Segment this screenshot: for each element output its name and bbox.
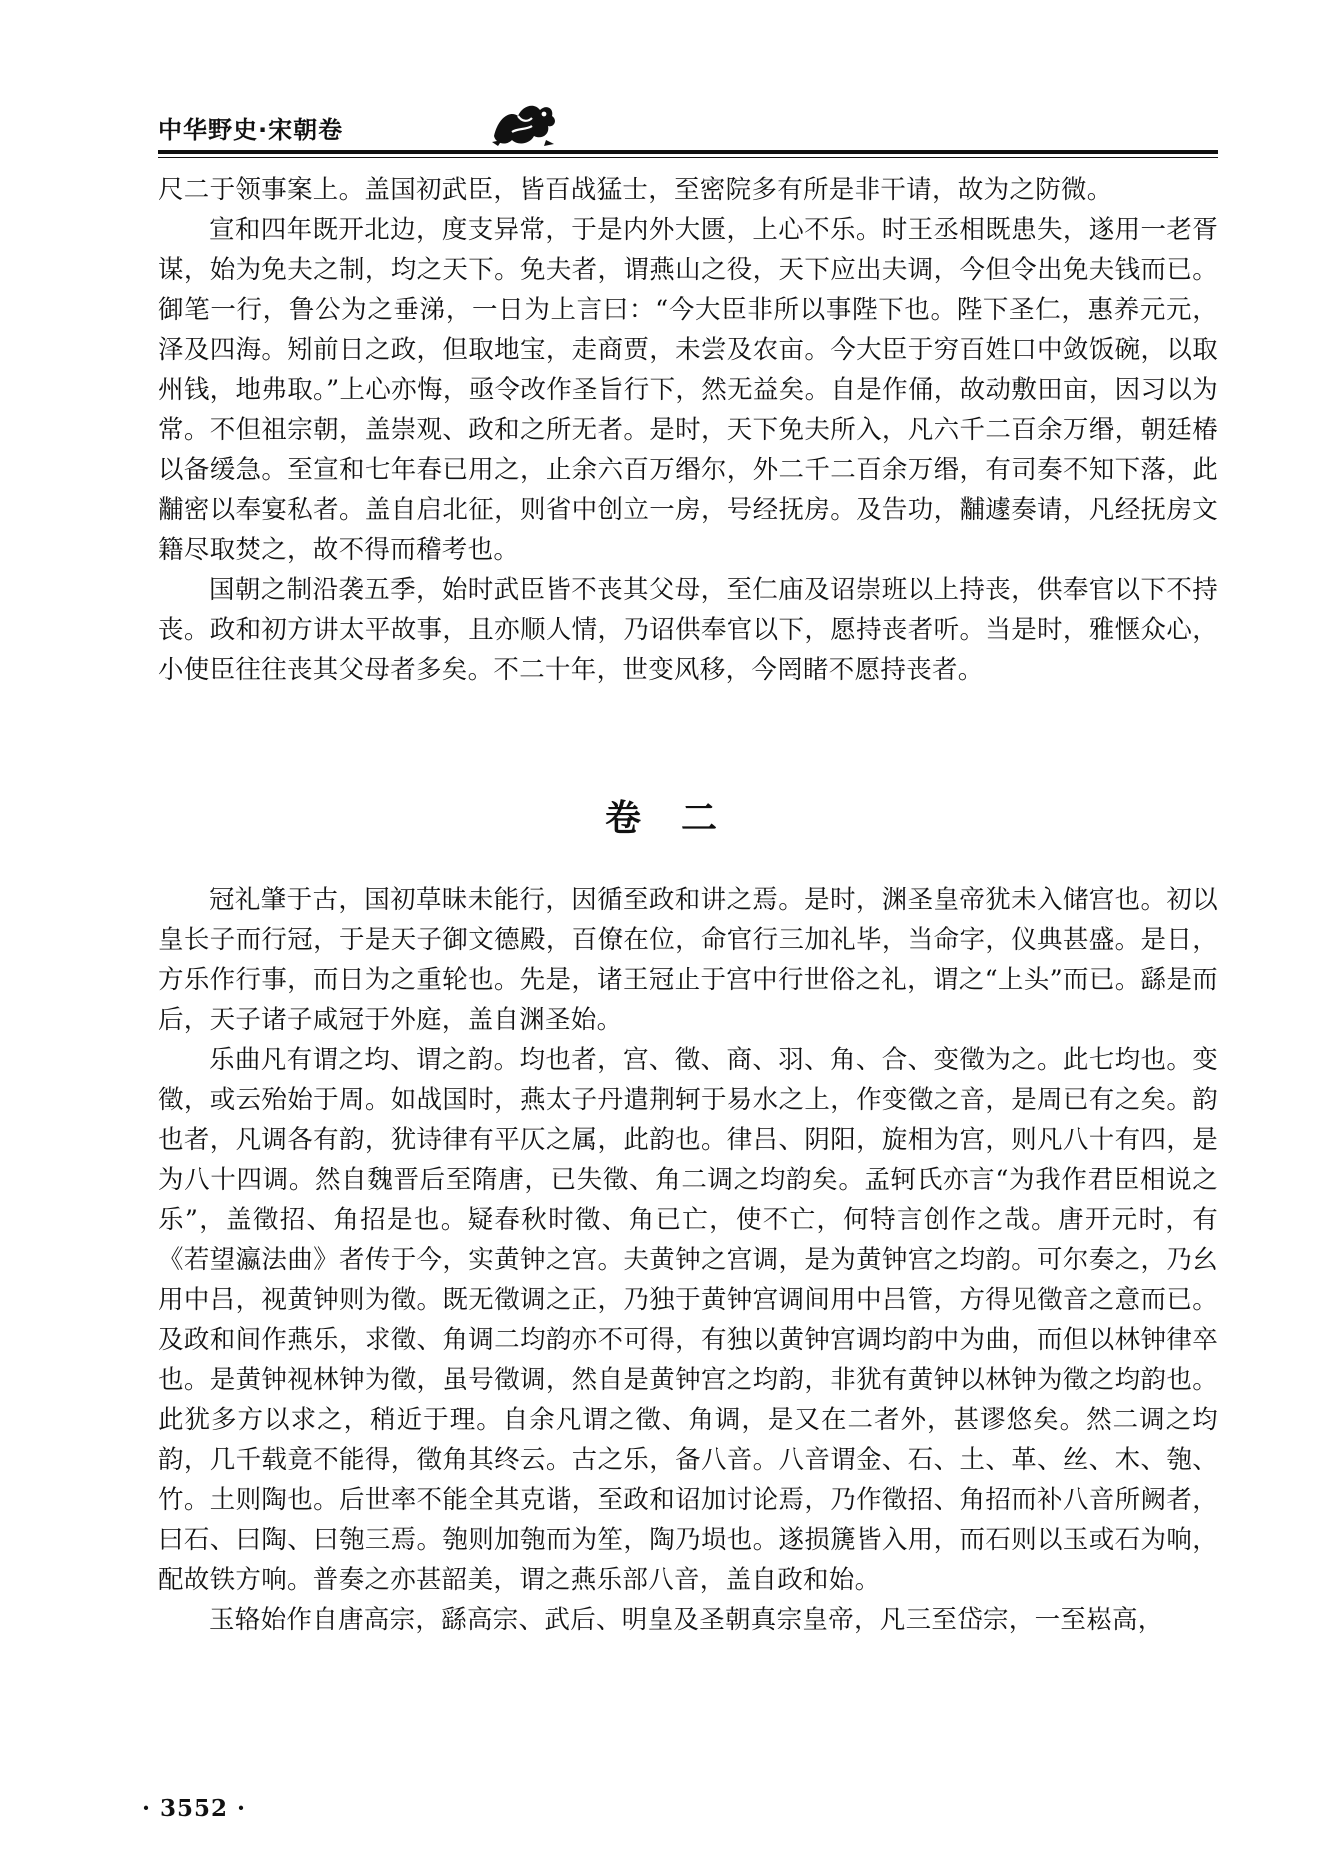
paragraph: 尺二于领事案上。盖国初武臣，皆百战猛士，至密院多有所是非干请，故为之防微。 <box>158 175 1113 205</box>
header-title: 中华野史·宋朝卷 <box>158 116 344 144</box>
body-text-section-1 <box>158 170 1218 690</box>
paragraph: 冠礼肇于古，国初草昧未能行，因循至政和讲之焉。是时，渊圣皇帝犹未入储宫也。初以皇长子而行冠，于是天子御文德殿，百僚在位，命官行三加礼毕，当命字，仪典甚盛。是日，方乐作行事，而日为之重轮也。先是，诸王冠止于宫中行世俗之礼，谓之“上头”而已。繇是而后，天子诸子咸冠于外庭，盖自渊圣始。 <box>158 885 1218 1035</box>
running-header <box>158 96 1218 154</box>
body-text-section-2 <box>158 880 1218 1640</box>
paragraph: 宣和四年既开北边，度支异常，于是内外大匮，上心不乐。时王丞相既患失，遂用一老胥谋，始为免夫之制，均之天下。免夫者，谓燕山之役，天下应出夫调，今但令出免夫钱而已。御笔一行，鲁公为之垂涕，一日为上言曰：“今大臣非所以事陛下也。陛下圣仁，惠养元元，泽及四海。矧前日之政，但取地宝，走商贾，未尝及农亩。今大臣于穷百姓口中敛饭碗，以取州钱，地弗取。”上心亦悔，亟令改作圣旨行下，然无益矣。自是作俑，故动敷田亩，因习以为常。不但祖宗朝，盖崇观、政和之所无者。是时，天下免夫所入，凡六千二百余万缗，朝廷椿以备缓急。至宣和七年春已用之，止余六百万缗尔，外二千二百余万缗，有司奏不知下落，此黼密以奉宴私者。盖自启北征，则省中创立一房，号经抚房。及告功，黼遽奏请，凡经抚房文籍尽取焚之，故不得而稽考也。 <box>158 215 1218 565</box>
header-rule-thin <box>158 157 1218 158</box>
paragraph: 玉辂始作自唐高宗，繇高宗、武后、明皇及圣朝真宗皇帝，凡三至岱宗，一至崧高， <box>209 1605 1164 1635</box>
page-number: · 3552 · <box>142 1795 247 1822</box>
paragraph: 国朝之制沿袭五季，始时武臣皆不丧其父母，至仁庙及诏崇班以上持丧，供奉官以下不持丧。政和初方讲太平故事，且亦顺人情，乃诏供奉官以下，愿持丧者听。当是时，雅惬众心，小使臣往往丧其父母者多矣。不二十年，世变风移，今罔睹不愿持丧者。 <box>158 575 1218 685</box>
paragraph: 乐曲凡有谓之均、谓之韵。均也者，宫、徵、商、羽、角、合、变徵为之。此七均也。变徵，或云殆始于周。如战国时，燕太子丹遣荆轲于易水之上，作变徵之音，是周已有之矣。韵也者，凡调各有韵，犹诗律有平仄之属，此韵也。律吕、阴阳，旋相为宫，则凡八十有四，是为八十四调。然自魏晋后至隋唐，已失徵、角二调之均韵矣。孟轲氏亦言“为我作君臣相说之乐”，盖徵招、角招是也。疑春秋时徵、角已亡，使不亡，何特言创作之哉。唐开元时，有《若望瀛法曲》者传于今，实黄钟之宫。夫黄钟之宫调，是为黄钟宫之均韵。可尔奏之，乃幺用中吕，视黄钟则为徵。既无徵调之正，乃独于黄钟宫调间用中吕管，方得见徵音之意而已。及政和间作燕乐，求徵、角调二均韵亦不可得，有独以黄钟宫调均韵中为曲，而但以林钟律卒也。是黄钟视林钟为徵，虽号徵调，然自是黄钟宫之均韵，非犹有黄钟以林钟为徵之均韵也。此犹多方以求之，稍近于理。自余凡谓之徵、角调，是又在二者外，甚谬悠矣。然二调之均韵，几千载竟不能得，徵角其终云。古之乐，备八音。八音谓金、石、土、革、丝、木、匏、竹。土则陶也。后世率不能全其克谐，至政和诏加讨论焉，乃作徵招、角招而补八音所阙者，曰石、曰陶、曰匏三焉。匏则加匏而为笙，陶乃埙也。遂损篪皆入用，而石则以玉或石为响，配故铁方响。普奏之亦甚韶美，谓之燕乐部八音，盖自政和始。 <box>158 1045 1218 1595</box>
header-rule <box>158 150 1218 154</box>
section-title: 卷二 <box>604 798 757 839</box>
dragon-logo-icon <box>488 96 560 148</box>
